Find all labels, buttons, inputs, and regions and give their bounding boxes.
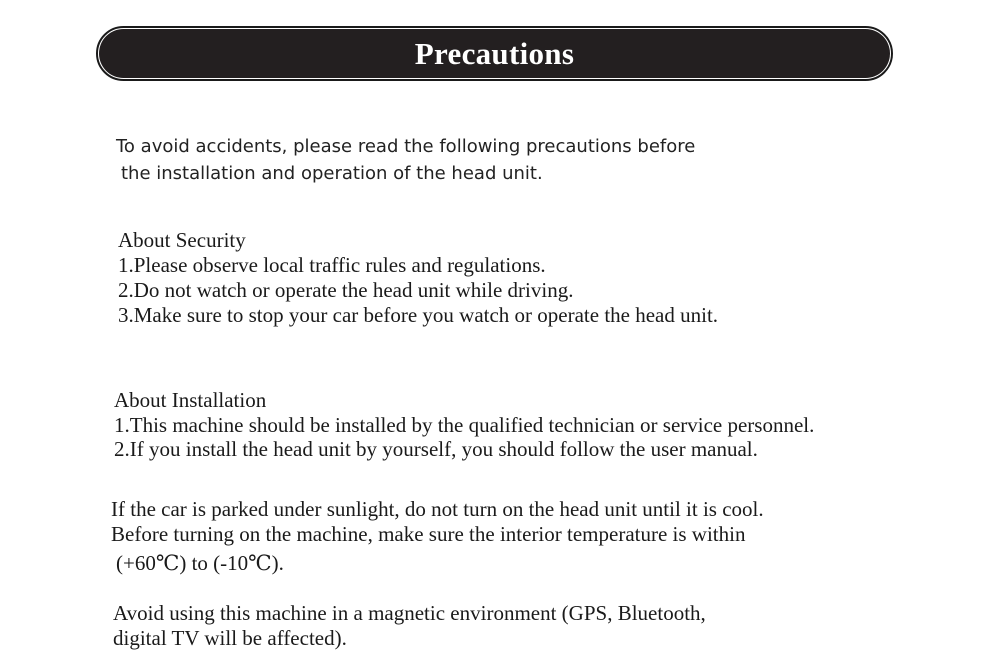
intro-line-2: the installation and operation of the head unit.	[121, 163, 543, 184]
security-item-3: 3.Make sure to stop your car before you watch or operate the head unit.	[118, 303, 719, 327]
security-item-2: 2.Do not watch or operate the head unit while driving.	[118, 278, 574, 302]
temperature-range: (+60℃) to (-10℃).	[116, 551, 284, 575]
magnetic-line-2: digital TV will be affected).	[113, 626, 347, 650]
magnetic-line-1: Avoid using this machine in a magnetic environment (GPS, Bluetooth,	[113, 601, 706, 625]
page-title: Precautions	[414, 35, 575, 71]
temperature-line-1: If the car is parked under sunlight, do not turn on the head unit until it is cool.	[111, 497, 764, 521]
security-item-1: 1.Please observe local traffic rules and regulations.	[118, 253, 546, 277]
intro-line-1: To avoid accidents, please read the following precautions before	[116, 136, 696, 157]
installation-heading: About Installation	[114, 388, 267, 412]
temperature-line-2: Before turning on the machine, make sure the interior temperature is within	[111, 522, 746, 546]
installation-item-1: 1.This machine should be installed by the qualified technician or service personnel.	[114, 413, 815, 437]
installation-item-2: 2.If you install the head unit by yourself, you should follow the user manual.	[114, 437, 758, 461]
security-heading: About Security	[118, 228, 246, 252]
title-banner	[99, 29, 890, 78]
